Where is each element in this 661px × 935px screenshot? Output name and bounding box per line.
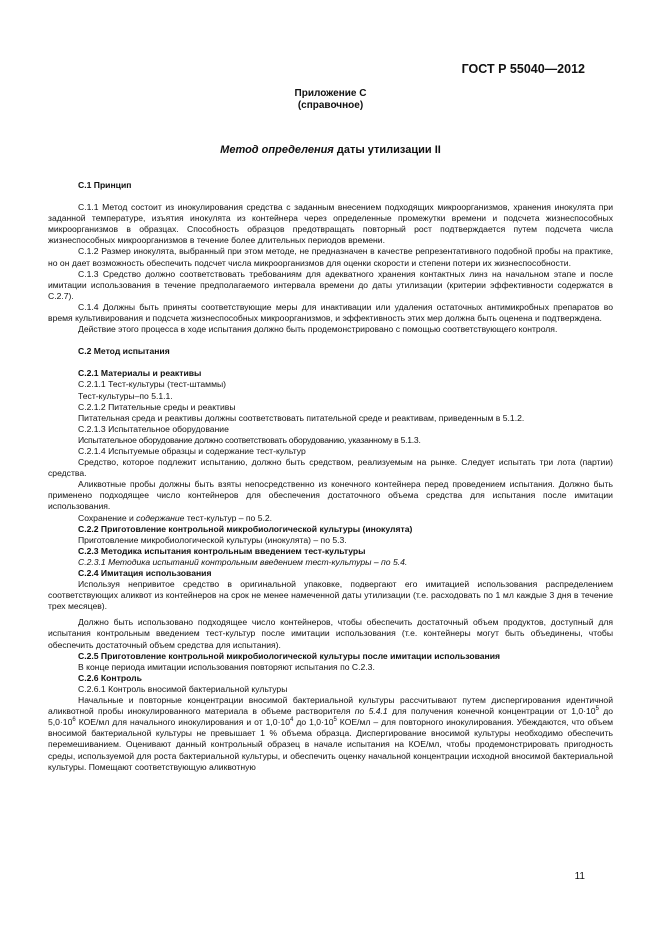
title-rest: даты утилизации II [333,144,441,156]
subsection-heading-c2-4: С.2.4 Имитация использования [78,568,212,578]
item-c2-1-4: С.2.1.4 Испытуемые образцы и содержание тест-культур [78,445,306,456]
paragraph-c1-5: Действие этого процесса в ходе испытания должно быть продемонстрировано с помощью соответствующего контроля. [78,324,558,335]
section-heading-c2: С.2 Метод испытания [78,346,170,357]
section-heading-c1: С.1 Принцип [78,180,132,190]
item-c2-1-2: С.2.1.2 Питательные среды и реактивы [78,401,236,412]
paragraph-c1-4: С.1.4 Должны быть приняты соответствующие меры для инактивации или удаления остаточных антимикробных препаратов во время культивирования и подсчета жизнеспособных микроорганизмов, и эффективность этих мер должна быть оценена и подтверждена. [48,301,613,324]
document-body [48,180,613,773]
text-c2-1-3: Испытательное оборудование должно соответствовать оборудованию, указанному в 5.1.3. [78,434,421,445]
text-c2-1-4-b: Аликвотные пробы должны быть взяты непосредственно из конечного контейнера перед проведением испытания. Должно быть применено подходящее число контейнеров для обеспечения достаточного объема средства для испытания после имитации использования. [48,479,613,512]
text-c2-4-a: Используя непривитое средство в оригинальной упаковке, подвергают его имитацией использования распределением соответствующих аликвот из контейнеров на срок не менее намеченной даты утилизации (т.е. расходовать по 1 мл каждые 3 дня в течение трех месяцев). [48,579,613,612]
paragraph-c1-2: С.1.2 Размер инокулята, выбранный при этом методе, не предназначен в качестве репрезентативного подобной пробы на практике, но он дает возможность обеспечить подсчет числа микроорганизмов для оценки скорости и степени потери их жизнеспособности. [48,246,613,268]
item-c2-1-1: С.2.1.1 Тест-культуры (тест-штаммы) [78,379,227,390]
page-number: 11 [574,871,585,882]
paragraph-c1-3: С.1.3 Средство должно соответствовать требованиям для адекватного хранения контактных линз на начальном этапе и после имитации использования в течение предполагаемого интервала времени до даты утилизации (критерии эффективности содержатся в С.2.7). [48,268,613,301]
document-id-header: ГОСТ Р 55040—2012 [461,62,585,76]
subsection-heading-c2-3: С.2.3 Методика испытания контрольным введением тест-культуры [78,545,366,556]
subsection-heading-c2-1: С.2.1 Материалы и реактивы [78,368,202,379]
subsection-heading-c2-5: С.2.5 Приготовление контрольной микробиологической культуры после имитации использования [78,650,501,661]
text-c2-1-2: Питательная среда и реактивы должны соответствовать питательной среде и реактивам, приведенным в 5.1.2. [78,412,525,423]
appendix-title [0,144,661,156]
item-c2-3-1: С.2.3.1 Методика испытаний контрольным введением тест-культуры – по 5.4. [78,556,408,567]
text-c2-5: В конце периода имитации использования повторяют испытания по С.2.3. [78,661,375,672]
text-c2-1-4-a: Средство, которое подлежит испытанию, должно быть средством, реализуемым на рынке. Следует испытать три лота (партии) средства. [48,457,613,479]
title-italic-part: Метод определения [220,144,334,156]
text-c2-1-1: Тест-культуры–по 5.1.1. [78,390,173,401]
paragraph-c1-1: С.1.1 Метод состоит из инокулирования средства с заданным внесением подходящих микроорганизмов, хранения инокулята при заданной температуре, изъятия инокулята из контейнера через определенные промежутки времени и подсчета жизнеспособных микроорганизмов в образцах. Способность образцов предотвращать повторный рост подтверждается путем подсчета числа жизнеспособных микроорганизмов в течение более длительных периодов времени. [48,202,613,246]
text-c2-1-4-c: Сохранение и содержание тест-культур – по 5.2. [78,512,273,523]
text-c2-6-1: Начальные и повторные концентрации вносимой бактериальной культуры рассчитывают путем диспергирования идентичной аликвотной пробы инокулированного материала в объеме растворителя по 5.4.1 для получения конечной концентрации от $1,0\cdot 10^5$ до $5,0\cdot 10^6$ КОЕ/мл для начального инокулирования и от $1,0\cdot 10^4$ до $1,0\cdot 10^5$ КОЕ/мл – для повторного инокулирования. Убеждаются, что объем вносимой бактериальной культуры не превышает 1 % объема образца. Диспергирование вносимой культуры необходимо обеспечить перемешиванием. Оценивают данный контрольный образец в начале испытания на КОЕ/мл, чтобы продемонстрировать пригодность среды, используемой для роста бактериальной культуры, и обеспечить оценку начальной концентрации исходной вносимой бактериальной культуры. Помещают соответствующую аликвотную [48,695,614,772]
appendix-label: Приложение С [294,88,367,99]
subsection-heading-c2-2: С.2.2 Приготовление контрольной микробиологической культуры (инокулята) [78,523,413,534]
text-c2-2: Приготовление микробиологической культуры (инокулята) – по 5.3. [78,534,347,545]
item-c2-6-1: С.2.6.1 Контроль вносимой бактериальной культуры [78,683,288,694]
appendix-note: (справочное) [297,100,364,111]
item-c2-1-3: С.2.1.3 Испытательное оборудование [78,423,229,434]
text-c2-4-b: Должно быть использовано подходящее число контейнеров, чтобы обеспечить достаточный объем продуктов, доступный для испытания контрольным введением тест-культур после имитации использования (т.е. контейнеры могут быть объединены, чтобы обеспечить достаточный объем средства для испытания). [48,617,613,650]
subsection-heading-c2-6: С.2.6 Контроль [78,672,142,683]
